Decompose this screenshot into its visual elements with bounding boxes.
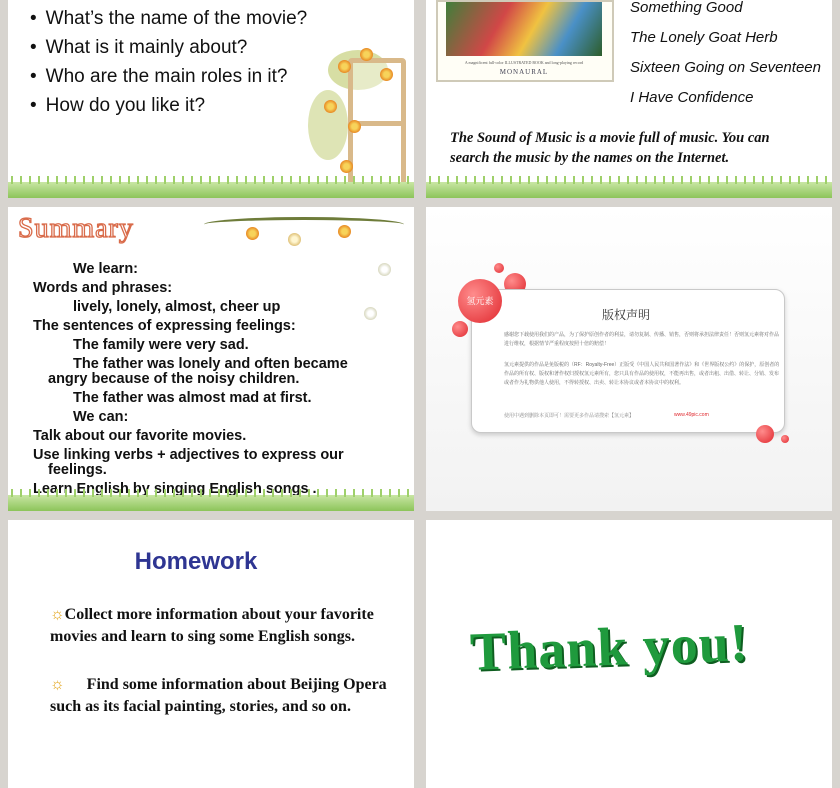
- summary-line: The father was lonely and often became: [73, 356, 348, 372]
- slide-homework[interactable]: [8, 520, 414, 788]
- album-cover-label: MONAURAL: [499, 68, 549, 76]
- summary-title: Summary: [18, 213, 134, 244]
- summary-line: The sentences of expressing feelings:: [33, 318, 296, 334]
- grass-decoration: [8, 495, 414, 511]
- grass-decoration: [8, 182, 414, 198]
- notice-paragraph: 氢元素提供的作品是免版税的（RF：Royalty-Free）正版受《中国人民共和国著作法》和《世界版权公约》的保护，原创者的作品的所有权、版权和著作权归授权氢元素所有，您只具有作品的使用权，不能再出售，或者出租、出借、转让、分销、发布或者作为礼物供他人使用，不得转授权、出卖、转让本协议或者本协议中的权利。: [504, 362, 780, 386]
- slide-summary[interactable]: [8, 207, 414, 511]
- song-title: The Lonely Goat Herb: [630, 29, 778, 46]
- song-title: Something Good: [630, 0, 743, 16]
- song-title: Sixteen Going on Seventeen: [630, 59, 821, 76]
- sun-icon: ☼: [50, 606, 65, 623]
- question-item: • What is it mainly about?: [30, 33, 307, 62]
- homework-text: Find some information about Beijing Opera such as its facial painting, stories, and so on.: [50, 676, 387, 715]
- summary-line: Talk about our favorite movies.: [33, 428, 247, 444]
- question-item: • Who are the main roles in it?: [30, 62, 307, 91]
- question-item: • How do you like it?: [30, 91, 307, 120]
- album-cover-caption: A magnificent full-color ILLUSTRATED BOOK and long-playing record: [464, 60, 584, 65]
- summary-line: We learn:: [73, 261, 139, 277]
- sun-icon: ☼: [50, 676, 65, 693]
- song-list: [630, 0, 821, 113]
- question-item: • What’s the name of the movie?: [30, 4, 307, 33]
- album-cover-image: [436, 0, 614, 82]
- slide-questions[interactable]: [8, 0, 414, 198]
- homework-title: Homework: [134, 548, 258, 575]
- song-title: I Have Confidence: [630, 89, 754, 106]
- brand-name: 氢元素: [466, 296, 494, 306]
- summary-line: The father was almost mad at first.: [73, 390, 312, 406]
- summary-line: We can:: [73, 409, 129, 425]
- summary-line: lively, lonely, almost, cheer up: [73, 299, 281, 315]
- summary-line: The family were very sad.: [73, 337, 249, 353]
- grass-decoration: [426, 182, 832, 198]
- summary-line: Words and phrases:: [33, 280, 173, 296]
- slide-copyright-notice[interactable]: [426, 207, 832, 511]
- notice-site-link[interactable]: www.49pic.com: [674, 412, 709, 418]
- notice-paragraph: 感谢您下载使用我们的产品，为了保护原创作者的利益，请勿复制、传播、销售，否则将承担法律责任！否则氢元素将对作品进行维权，根据情节严重程度按照十倍的赔偿！: [504, 332, 780, 347]
- question-list: [30, 4, 307, 120]
- summary-line: angry because of the noisy children.: [48, 371, 300, 387]
- homework-item: [50, 674, 390, 718]
- homework-text: Collect more information about your favorite movies and learn to sing some English songs.: [50, 606, 374, 645]
- slide-thank-you[interactable]: [426, 520, 832, 788]
- movie-note: The Sound of Music is a movie full of music. You can search the music by the names on the Internet.: [450, 130, 770, 166]
- thank-you-text: Thank you!: [469, 612, 750, 682]
- summary-line: Use linking verbs + adjectives to express our: [33, 447, 344, 463]
- flower-vine-decoration: [204, 217, 404, 232]
- homework-item: [50, 604, 390, 648]
- summary-line: feelings.: [48, 462, 107, 478]
- notice-footer: 使用中遇到删除本页即可！需要更多作品请搜索【氢元素】: [504, 413, 635, 419]
- slide-sound-of-music[interactable]: [426, 0, 832, 198]
- notice-title: 版权声明: [601, 308, 650, 322]
